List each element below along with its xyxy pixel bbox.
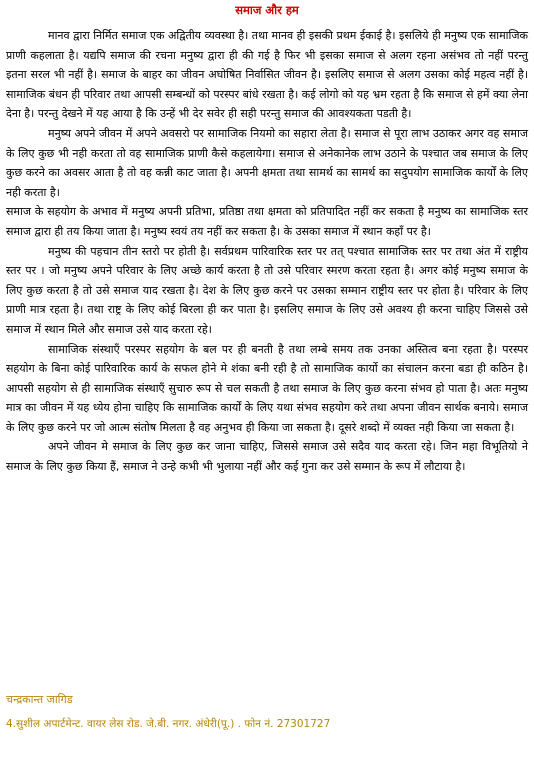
paragraph-3: समाज के सहयोग के अभाव में मनुष्य अपनी प्रतिभा, प्रतिष्ठा तथा क्षमता को प्रतिपादित नहीं कर सकता है मनुष्य का सामाजिक स्तर समाज द्वारा ही तय किया जाता है। मनुष्य स्वयं तय नहीं कर सकता है। के उसका समाज में स्थान कहाँ पर है। xyxy=(6,205,528,238)
paragraph-4: मनुष्य की पहचान तीन स्तरो पर होती है। सर्वप्रथम पारिवारिक स्तर पर तत् पश्चात सामाजिक स्तर पर तथा अंत में राष्ट्रीय स्तर पर । जो मनुष्य अपने परिवार के लिए अच्छे कार्य करता है तो उसे परिवार स्मरण करता रहता है। अगर कोई मनुष्य समाज के लिए कुछ करता है तो उसे समाज याद रखता है। देश के लिए कुछ करने पर उसका सम्मान राष्ट्रीय स्तर पर होता है। परिवार के लिए प्राणी मात्र रहता है। तथा राष्ट्र के लिए कोई बिरला ही कर पाता है। इसलिए समाज के लिए उसे अवश्य ही करना चाहिए जिससे उसे समाज में स्थान मिले और समाज उसे याद करता रहे। xyxy=(6,244,528,336)
paragraph-1: मानव द्वारा निर्मित समाज एक अद्वितीय व्यवस्था है। तथा मानव ही इसकी प्रथम ईकाई है। इसलिये ही मनुष्य एक सामाजिक प्राणी कहलाता है। यद्यपि समाज की रचना मनुष्य द्वारा ही की गई है फिर भी इसका समाज से अलग रहना असंभव तो नहीं परन्तु इतना सरल भी नहीं है। समाज के बाहर का जीवन अघोषित निर्वासित जीवन है। इसलिए समाज से अलग उसका कोई महत्व नहीं है। सामाजिक बंधन ही परिवार तथा आपसी सम्बन्धों को परस्पर बांधे रखता है। कई लोगो को यह भ्रम रहता है कि समाज से हमें क्या लेना देना है। परन्तु देखने में यह आया है कि उन्हें भी देर सवेर ही सही परन्तु समाज की आवश्यकता पडती है। xyxy=(6,29,528,121)
paragraph-5: सामाजिक संस्थाएँ परस्पर सहयोग के बल पर ही बनती है तथा लम्बे समय तक उनका अस्तित्व बना रहता है। परस्पर सहयोग के बिना कोई पारिवारिक कार्य के सफल होने मे शंका बनी रही है तो सामाजिक कार्यो का संचालन करना बडा ही कठिन है। आपसी सहयोग से ही सामाजिक संस्थाएँ सुचारु रूप से चल सकती है तथा समाज के लिए कुछ करना संभव हो पाता है। अतः मनुष्य मात्र का जीवन में यह ध्येय होना चाहिए कि सामाजिक कार्यों के लिए यथा संभव सहयोग करे तथा अपना जीवन सार्थक बनाये। समाज के लिए कुछ करने पर जो आत्म संतोष मिलता है वह अनुभव ही किया जा सकता है। दूसरे शब्दो में व्यक्त नही किया जा सकता है। xyxy=(6,342,528,434)
author-address: 4.सुशील अपार्टमेन्ट. वायर लेस रोड. जे.बी. नगर. अंधेरी(पू.) . फोन नं. 27301727 xyxy=(6,718,331,730)
author-name: चन्द्रकान्त जागिड xyxy=(6,693,73,706)
article-title: समाज और हम xyxy=(235,3,299,17)
article-body xyxy=(6,26,528,477)
paragraph-6: अपने जीवन मे समाज के लिए कुछ कर जाना चाहिए, जिससे समाज उसे सदैव याद करता रहे। जिन महा विभूतियो ने समाज के लिए कुछ किया हैं, समाज ने उन्हे कभी भी भुलाया नहीं और कई गुना कर उसे सम्मान के रूप में लौटाया है। xyxy=(6,440,528,474)
paragraph-2: मनुष्य अपने जीवन में अपने अवसरो पर सामाजिक नियमो का सहारा लेता है। समाज से पूरा लाभ उठाकर अगर वह समाज के लिए कुछ भी नही करता तो वह सामाजिक प्राणी कैसे कहलायेगा। समाज से अनेकानेक लाभ उठाने के पश्चात जब समाज के लिए कुछ करने का अवसर आता है तो वह कन्नी काट जाता है। अपनी क्षमता तथा सामर्थ का सामर्थ का सदुपयोग सामाजिक कार्यों के लिए नही करता है। xyxy=(6,126,528,199)
